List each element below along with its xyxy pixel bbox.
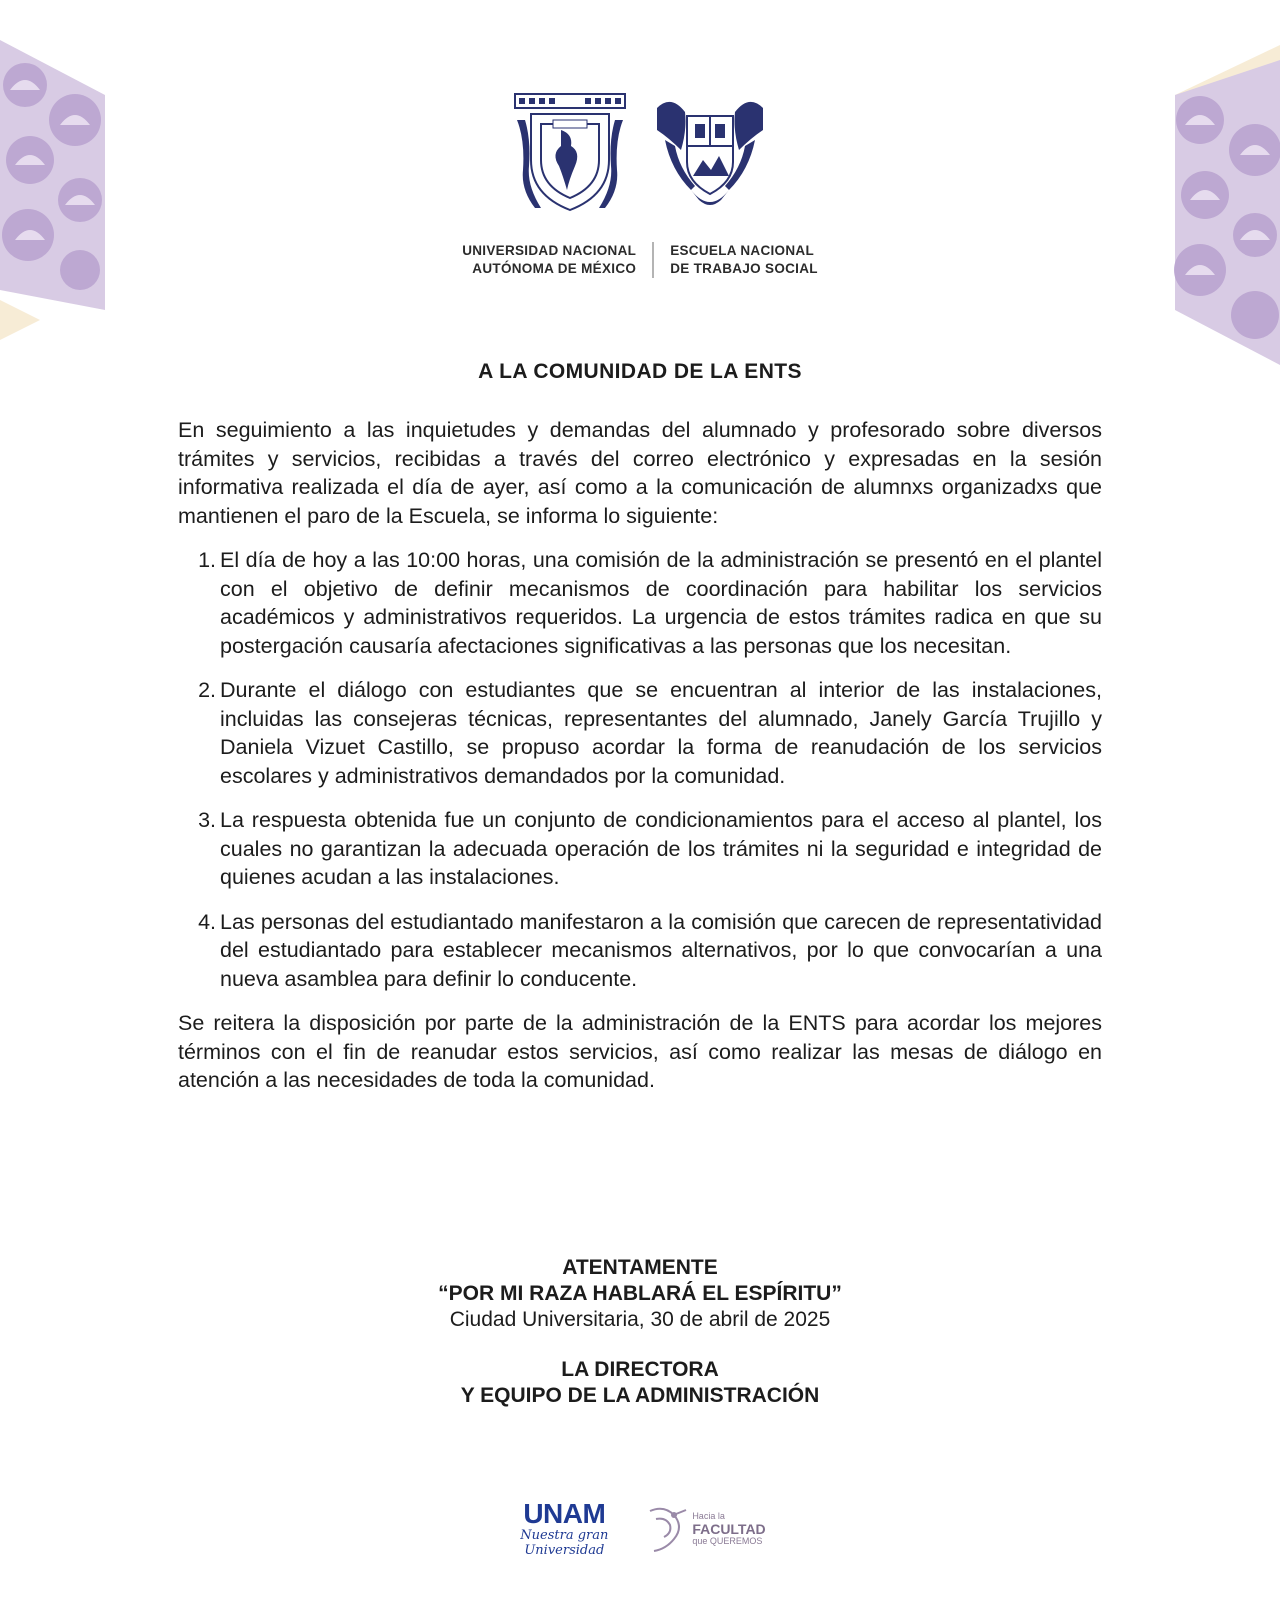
list-item-number: 2. [198,678,216,702]
list-item-number: 4. [198,909,216,934]
list-item [178,676,1102,790]
facultad-big: FACULTAD [692,1521,766,1537]
list-item [178,806,1102,892]
unam-nuestra-gran-universidad-logo [514,1500,614,1558]
list-item-text: Durante el diálogo con estudiantes que se encuentran al interior de las instalaciones, incluidas las consejeras técnicas, representantes del alumnado, Janely García Trujillo y Daniela Vizuet Castillo, se propuso acordar la forma de reanudación de los servicios escolares y administrativos demandados por la comunidad. [220,678,1102,788]
unam-crest-logo [511,90,629,218]
crests [0,90,1280,218]
facultad-text [692,1511,765,1547]
ents-name-line-1: ESCUELA NACIONAL [670,243,815,258]
letterhead [0,90,1280,278]
unam-slogan-line-2: Universidad [524,1543,605,1558]
statement-title: A LA COMUNIDAD DE LA ENTS [478,360,802,383]
signer-line-1: LA DIRECTORA [561,1358,719,1381]
ents-name-line-2: DE TRABAJO SOCIAL [670,261,818,276]
unam-name-line-2: AUTÓNOMA DE MÉXICO [472,261,637,276]
intro-paragraph: En seguimiento a las inquietudes y demandas del alumnado y profesorado sobre diversos trámites y servicios, recibidas a través del correo electrónico y expresadas en la sesión informativa realizada el día de ayer, así como a la comunicación de alumnxs organizadxs que mantienen el paro de la Escuela, se informa lo siguiente: [178,418,1102,528]
list-item-text: El día de hoy a las 10:00 horas, una comisión de la administración se presentó en el plantel con el objetivo de definir mecanismos de coordinación para habilitar los servicios académicos y administrativos requeridos. La urgencia de estos trámites radica en que su postergación causaría afectaciones significativas a las personas que los necesitan. [220,548,1102,658]
institution-names [0,242,1280,278]
list-item-number: 3. [198,808,216,832]
facultad-small-2: que QUEREMOS [692,1536,763,1546]
list-item-text: La respuesta obtenida fue un conjunto de condicionamientos para el acceso al plantel, los cuales no garantizan la adecuada operación de los trámites ni la seguridad e integridad de quienes acudan a las instalaciones. [220,808,1102,889]
footer-logos [0,1500,1280,1558]
unam-name-line-1: UNIVERSIDAD NACIONAL [462,243,637,258]
list-item-text: Las personas del estudiantado manifestaron a la comisión que carecen de representatividad del estudiantado para establecer mecanismos alternativos, por lo que convocarían a una nueva asamblea para definir lo conducente. [220,909,1102,991]
list-item-number: 1. [198,548,216,572]
unam-wordmark: UNAM [523,1498,606,1529]
salutation: ATENTAMENTE [562,1256,718,1279]
signature-block [0,1255,1280,1409]
statement-body [178,360,1102,1095]
list-item [178,546,1102,660]
hummingbird-icon [644,1501,688,1557]
hacia-la-facultad-logo [644,1501,765,1557]
ents-name [654,242,818,278]
facultad-small-1: Hacia la [692,1511,725,1521]
university-motto: “POR MI RAZA HABLARÁ EL ESPÍRITU” [438,1282,842,1305]
closing-paragraph: Se reitera la disposición por parte de la administración de la ENTS para acordar los mejores términos con el fin de reanudar estos servicios, así como realizar las mesas de diálogo en atención a las necesidades de toda la comunidad. [178,1011,1102,1092]
place-date: Ciudad Universitaria, 30 de abril de 2025 [449,1308,831,1331]
signer-line-2: Y EQUIPO DE LA ADMINISTRACIÓN [460,1384,820,1407]
numbered-list [178,546,1102,993]
unam-slogan-line-1: Nuestra gran [520,1528,609,1543]
unam-name [462,242,654,278]
ents-crest-logo [651,90,769,218]
list-item [178,908,1102,994]
